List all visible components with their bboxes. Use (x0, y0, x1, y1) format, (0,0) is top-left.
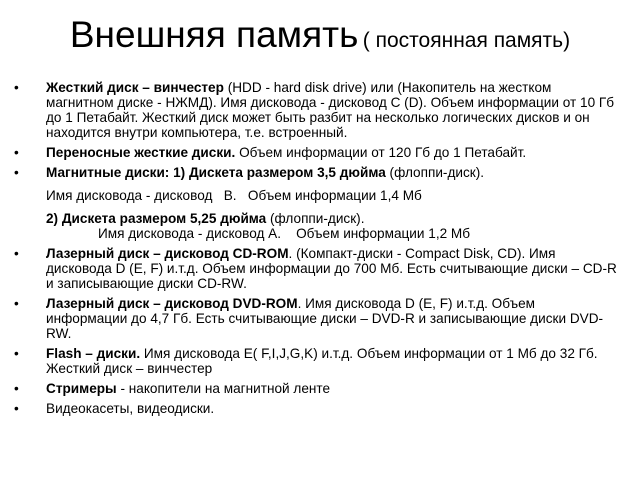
bullet-icon: • (14, 165, 19, 180)
bullet-icon: • (14, 296, 19, 311)
title-subtitle: ( постоянная память) (362, 29, 571, 52)
magnetic-text: (флоппи-диск). (385, 165, 485, 180)
magnetic-525-heading: 2) Дискета размером 5,25 дюйма (46, 211, 267, 226)
list-item-streamers (14, 381, 620, 396)
magnetic-heading: Магнитные диски: 1) Дискета размером 3,5 дюйма (46, 165, 386, 180)
list-item-magnetic (14, 165, 620, 180)
bullet-icon: • (14, 401, 19, 416)
flash-heading: Flash – диски. (46, 346, 141, 361)
streamers-heading: Стримеры (46, 381, 117, 396)
streamers-text: - накопители на магнитной ленте (116, 381, 331, 396)
list-item-portable (14, 145, 620, 160)
list-item-magnetic-525 (14, 211, 620, 241)
bullet-list (14, 80, 620, 421)
list-item-flash (14, 346, 620, 376)
list-item-dvdrom (14, 296, 620, 341)
bullet-icon: • (14, 80, 19, 95)
cdrom-text: . (Компакт-диски - Compact Disk, CD). Имя дисковода D (E, F) и.т.д. Объем информации до 700 Мб. Есть считывающие диски – CD-R и записывающие диски CD-RW. (46, 246, 617, 291)
hdd-text: (HDD - hard disk drive) или (Накопитель на жестком магнитном диске - НЖМД). Имя дисковода - дисковод С (D). Объем информации от 10 Гб до 1 Петабайт. Жесткий диск может быть разбит на несколько логических дисков и он находится внутри компьютера, т.е. встроенный. (46, 80, 615, 140)
list-item-hdd (14, 80, 620, 140)
bullet-icon: • (14, 246, 19, 261)
magnetic-35-text: Имя дисковода - дисковод В. Объем информации 1,4 Мб (46, 188, 422, 203)
magnetic-525-line2: Имя дисковода - дисковод А. Объем информации 1,2 Мб (98, 226, 471, 241)
video-text: Видеокасеты, видеодиски. (46, 401, 215, 416)
flash-text: Имя дисковода E( F,I,J,G,K) и.т.д. Объем информации от 1 Мб до 32 Гб. Жесткий диск – винчестер (46, 346, 598, 376)
list-item-video (14, 401, 620, 416)
bullet-icon: • (14, 346, 19, 361)
dvdrom-text: . Имя дисковода D (E, F) и.т.д. Объем информации до 4,7 Гб. Есть считывающие диски – DVD-R и записывающие диски DVD-RW. (46, 296, 604, 341)
slide-title (0, 14, 640, 56)
magnetic-525-text: (флоппи-диск). (266, 211, 365, 226)
cdrom-heading: Лазерный диск – дисковод CD-ROM (46, 246, 289, 261)
list-item-magnetic-35 (14, 188, 620, 203)
bullet-icon: • (14, 381, 19, 396)
portable-heading: Переносные жесткие диски. (46, 145, 236, 160)
bullet-icon: • (14, 145, 19, 160)
title-main: Внешняя память (69, 14, 359, 55)
list-item-cdrom (14, 246, 620, 291)
hdd-heading: Жесткий диск – винчестер (46, 80, 224, 95)
portable-text: Объем информации от 120 Гб до 1 Петабайт. (235, 145, 527, 160)
dvdrom-heading: Лазерный диск – дисковод DVD-ROM (46, 296, 298, 311)
